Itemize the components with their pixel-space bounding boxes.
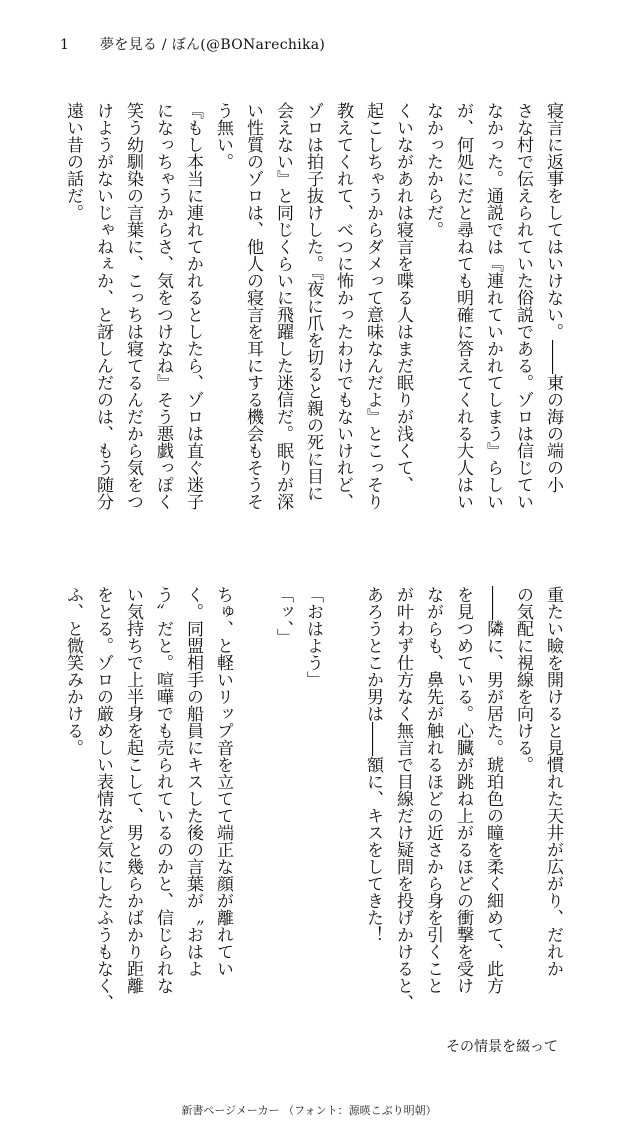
credit-line: 新書ページメーカー （フォント：源暎こぶり明朝） [181,1104,437,1117]
text-line: ゾロは拍子抜けした。『夜に爪を切ると親の死に目に [303,102,323,502]
text-line: い気持ちで上半身を起こして、男と幾らかばかり距離 [123,586,143,994]
vertical-text-block-top [58,102,568,522]
text-line: 遠い昔の話だ。 [63,102,83,221]
text-line: なかったからだ。 [423,102,443,238]
text-line: が叶わず仕方なく無言で目線だけ疑問を投げかけると、 [393,586,413,1011]
text-line: ちゅ、と軽いリップ音を立てて端正な顔が離れてい [213,586,233,977]
text-line: 寝言に返事をしてはいけない。――東の海の端の小 [543,102,563,493]
text-line: う〟だと。喧嘩でも売られているのかと、信じられな [153,586,173,994]
blank-line [238,586,268,1006]
text-line: の気配に視線を向ける。 [513,586,533,773]
text-line: 会えない』と同じくらいに飛躍した迷信だ。眠りが深 [273,102,293,510]
text-line: くいながあれは寝言を喋る人はまだ眠りが浅くて、 [393,102,413,493]
text-line: を見つめている。心臓が跳ね上がるほどの衝撃を受け [453,586,473,994]
page-title: 夢を見る / ぼん(@BONarechika) [99,37,326,53]
text-line: う無い。 [213,102,233,170]
text-line: 笑う幼馴染の言葉に、こっちは寝てるんだから気をつ [123,102,143,510]
text-line: さな村で伝えられていた俗説である。ゾロは信じてい [513,102,533,510]
vertical-text-block-bottom [58,586,568,1011]
blank-line [328,586,358,1006]
text-line: 『もし本当に連れてかれるとしたら、ゾロは直ぐ迷子 [183,102,203,510]
text-line: 教えてくれて、べつに怖かったわけでもないけれど、 [333,102,353,510]
text-line: ――隣に、男が居た。琥珀色の瞳を柔く細めて、此方 [483,586,503,994]
text-line: なかった。通説では『連れていかれてしまう』らしい [483,102,503,510]
text-line: 重たい瞼を開けると見慣れた天井が広がり、だれか [543,586,563,977]
text-line: 起こしちゃうからダメって意味なんだよ』とこっそり [363,102,383,510]
text-line: になっちゃうからさ、気をつけなね』そう悪戯っぽく [153,102,173,510]
dialogue-line: 「おはよう」 [303,586,323,688]
page-number: 1 [60,37,70,53]
text-line: ふ、と微笑みかける。 [63,586,83,756]
text-line: ながらも、鼻先が触れるほどの近さから身を引くこと [423,586,443,994]
text-line: をとる。ゾロの厳めしい表情など気にしたふうもなく、 [93,586,113,1011]
text-line: けようがないじゃねぇか、と訝しんだのは、もう随分 [93,102,113,510]
text-line: が、何処にだと尋ねても明確に答えてくれる大人はい [453,102,473,510]
footer-caption: その情景を綴って [446,1039,558,1055]
text-line: い性質のゾロは、他人の寝言を耳にする機会もそうそ [243,102,263,510]
text-line: あろうとこか男は――額に、キスをしてきた！ [363,586,383,943]
page-header [60,34,325,54]
text-line: く。同盟相手の船員にキスした後の言葉が〝おはよ [183,586,203,977]
dialogue-line: 「ッ、」 [273,586,293,646]
